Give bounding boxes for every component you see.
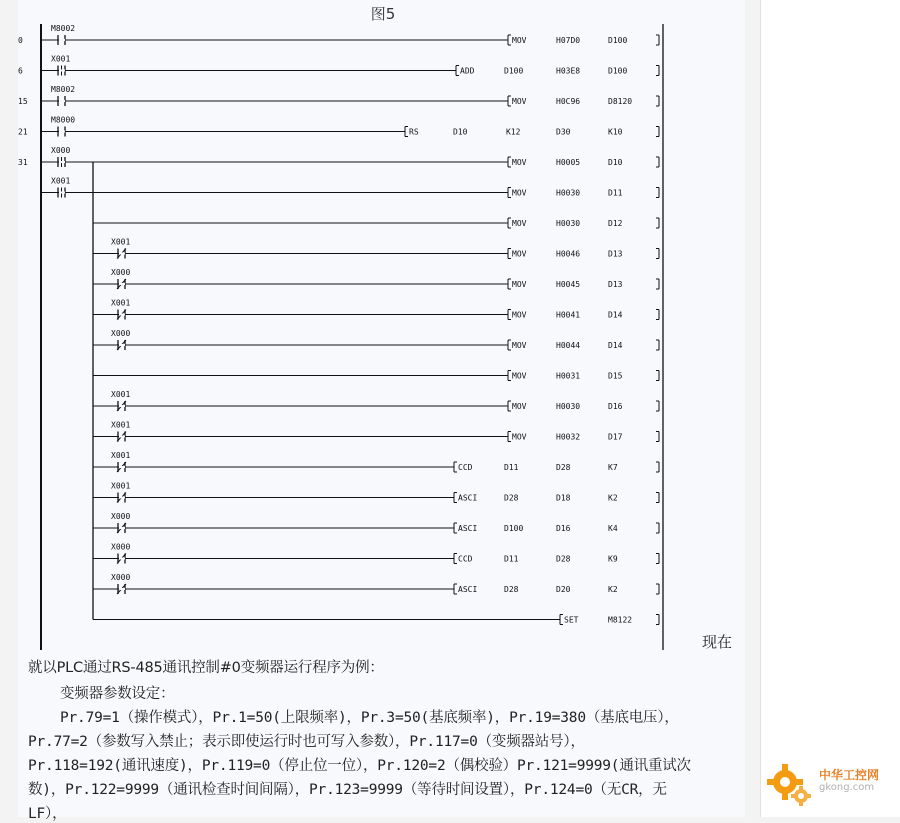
branch-12-instr-arg-2: K9: [608, 554, 618, 564]
rung-2-instr-mnemonic: MOV: [512, 97, 527, 106]
rung-4-contact-1-gap: [59, 192, 65, 194]
param-line-1: Pr.79=1（操作模式），Pr.1=50(上限频率)，Pr.3=50(基底频率)，Pr.19=380（基底电压），: [60, 710, 679, 726]
rung-1-contact-0-label: X001: [51, 54, 71, 64]
branch-11-contact-gap: [119, 527, 125, 529]
branch-3-instr-mnemonic: MOV: [512, 280, 527, 289]
rung-0-contact-0-label: M8002: [51, 24, 76, 33]
branch-2-instr-arg-0: H0046: [556, 249, 581, 259]
branch-5-contact-label: X000: [111, 329, 131, 338]
ladder-diagram: [18, 0, 678, 650]
branch-0-instr-arg-1: D11: [608, 188, 623, 198]
branch-3-instr-arg-1: D13: [608, 280, 623, 289]
rung-3-instr-arg-3: K10: [608, 127, 623, 137]
rung-4-instr-arg-0: H0005: [556, 158, 581, 167]
rung-1-instr-arg-2: D100: [608, 66, 628, 76]
branch-11-instr-mnemonic: ASCI: [458, 524, 478, 533]
rung-2-step: 15: [18, 97, 28, 106]
branch-4-contact-label: X001: [111, 298, 131, 308]
branch-3-contact-gap: [119, 283, 125, 285]
branch-7-contact-label: X001: [111, 390, 131, 399]
branch-11-instr-arg-1: D16: [556, 524, 571, 533]
branch-5-instr-mnemonic: MOV: [512, 341, 527, 350]
branch-4-instr-mnemonic: MOV: [512, 310, 527, 320]
rung-0-instr-mnemonic: MOV: [512, 36, 527, 45]
branch-12-instr-arg-0: D11: [504, 554, 519, 564]
param-line-2: Pr.77=2（参数写入禁止；表示即使运行时也可写入参数），Pr.117=0（变频器站号），: [28, 734, 585, 750]
rung-4-instr-arg-1: D10: [608, 158, 623, 167]
branch-8-instr-mnemonic: MOV: [512, 432, 527, 442]
branch-14-instr-mnemonic: SET: [564, 615, 579, 625]
branch-9-contact-label: X001: [111, 451, 131, 460]
branch-4-instr-arg-0: H0041: [556, 310, 581, 320]
branch-11-instr-arg-0: D100: [504, 524, 524, 533]
branch-9-instr-arg-1: D28: [556, 463, 571, 472]
branch-3-instr-arg-0: H0045: [556, 280, 581, 289]
branch-10-instr-arg-1: D18: [556, 493, 571, 503]
site-logo: [765, 760, 895, 808]
branch-10-instr-mnemonic: ASCI: [458, 493, 478, 503]
branch-2-instr-arg-1: D13: [608, 249, 623, 259]
branch-13-instr-arg-0: D28: [504, 585, 519, 594]
branch-1-instr-mnemonic: MOV: [512, 219, 527, 228]
branch-8-contact-label: X001: [111, 420, 131, 430]
rung-3-instr-arg-2: D30: [556, 127, 571, 137]
rung-4-step: 31: [18, 158, 28, 167]
gear-icon: [765, 760, 815, 808]
branch-8-instr-arg-1: D17: [608, 432, 623, 442]
rung-2-instr-arg-0: H0C96: [556, 97, 581, 106]
branch-12-contact-label: X000: [111, 542, 131, 552]
branch-5-instr-arg-0: H0044: [556, 341, 581, 350]
branch-8-instr-arg-0: H0032: [556, 432, 581, 442]
branch-10-instr-arg-2: K2: [608, 493, 618, 503]
branch-9-instr-mnemonic: CCD: [458, 463, 473, 472]
branch-6-instr-mnemonic: MOV: [512, 371, 527, 381]
branch-7-contact-gap: [119, 405, 125, 407]
rung-2-instr-arg-1: D8120: [608, 97, 633, 106]
branch-13-instr-arg-2: K2: [608, 585, 618, 594]
branch-2-contact-label: X001: [111, 237, 131, 247]
figure-caption: 图5: [370, 5, 396, 23]
rung-4-contact-1-label: X001: [51, 176, 71, 186]
rung-4-contact-0-label: X000: [51, 146, 71, 155]
rung-0-instr-arg-0: H07D0: [556, 36, 581, 45]
branch-12-instr-mnemonic: CCD: [458, 554, 473, 564]
logo-name: 中华工控网: [819, 768, 880, 782]
branch-13-contact-label: X000: [111, 573, 131, 582]
side-note: 现在: [702, 633, 733, 651]
param-line-4: 数)，Pr.122=9999（通讯检查时间间隔），Pr.123=9999（等待时间设置），Pr.124=0（无CR，无: [28, 782, 667, 798]
intro-line: 就以PLC通过RS-485通讯控制#0变频器运行程序为例：: [28, 660, 384, 676]
branch-1-instr-arg-0: H0030: [556, 219, 581, 228]
branch-5-contact-gap: [119, 344, 125, 346]
rung-1-instr-mnemonic: ADD: [460, 66, 475, 76]
rung-3-step: 21: [18, 127, 28, 137]
rung-3-instr-arg-0: D10: [453, 127, 468, 137]
branch-7-instr-arg-1: D16: [608, 402, 623, 411]
rung-1-step: 6: [18, 66, 23, 76]
rung-3-contact-0-gap: [59, 131, 65, 133]
branch-14-instr-arg-0: M8122: [608, 615, 633, 625]
branch-0-instr-mnemonic: MOV: [512, 188, 527, 198]
branch-13-instr-arg-1: D20: [556, 585, 571, 594]
branch-7-instr-mnemonic: MOV: [512, 402, 527, 411]
rung-3-contact-0-label: M8000: [51, 115, 76, 125]
branch-12-contact-gap: [119, 558, 125, 560]
rung-0-contact-0-gap: [59, 39, 65, 41]
rung-1-contact-0-gap: [59, 70, 65, 72]
branch-10-instr-arg-0: D28: [504, 493, 519, 503]
branch-9-contact-gap: [119, 466, 125, 468]
rung-4-instr-mnemonic: MOV: [512, 158, 527, 167]
param-line-5: LF），: [28, 806, 67, 822]
branch-8-contact-gap: [119, 436, 125, 438]
branch-5-instr-arg-1: D14: [608, 341, 623, 350]
branch-11-contact-label: X000: [111, 512, 131, 521]
rung-2-contact-0-label: M8002: [51, 85, 76, 94]
branch-6-instr-arg-0: H0031: [556, 371, 581, 381]
rung-0-step: 0: [18, 36, 23, 45]
branch-2-contact-gap: [119, 253, 125, 255]
branch-4-instr-arg-1: D14: [608, 310, 623, 320]
param-heading: 变频器参数设定：: [60, 686, 175, 702]
rung-1-instr-arg-0: D100: [504, 66, 524, 76]
branch-6-instr-arg-1: D15: [608, 371, 623, 381]
branch-0-instr-arg-0: H0030: [556, 188, 581, 198]
param-line-3: Pr.118=192(通讯速度)，Pr.119=0（停止位一位），Pr.120=2（偶校验）Pr.121=9999(通讯重试次: [28, 758, 691, 774]
right-sidebar: [760, 0, 900, 817]
branch-4-contact-gap: [119, 314, 125, 316]
branch-10-contact-label: X001: [111, 481, 131, 491]
branch-12-instr-arg-1: D28: [556, 554, 571, 564]
branch-13-instr-mnemonic: ASCI: [458, 585, 478, 594]
branch-3-contact-label: X000: [111, 268, 131, 277]
rung-2-contact-0-gap: [59, 100, 65, 102]
rung-1-instr-arg-1: H03E8: [556, 66, 581, 76]
branch-9-instr-arg-0: D11: [504, 463, 519, 472]
logo-url: gkong.com: [819, 782, 875, 793]
rung-3-instr-arg-1: K12: [506, 127, 521, 137]
branch-13-contact-gap: [119, 588, 125, 590]
branch-1-instr-arg-1: D12: [608, 219, 623, 228]
branch-9-instr-arg-2: K7: [608, 463, 618, 472]
branch-2-instr-mnemonic: MOV: [512, 249, 527, 259]
rung-3-instr-mnemonic: RS: [409, 127, 419, 137]
branch-10-contact-gap: [119, 497, 125, 499]
rung-4-contact-0-gap: [59, 161, 65, 163]
branch-11-instr-arg-2: K4: [608, 524, 618, 533]
rung-0-instr-arg-1: D100: [608, 36, 628, 45]
branch-7-instr-arg-0: H0030: [556, 402, 581, 411]
